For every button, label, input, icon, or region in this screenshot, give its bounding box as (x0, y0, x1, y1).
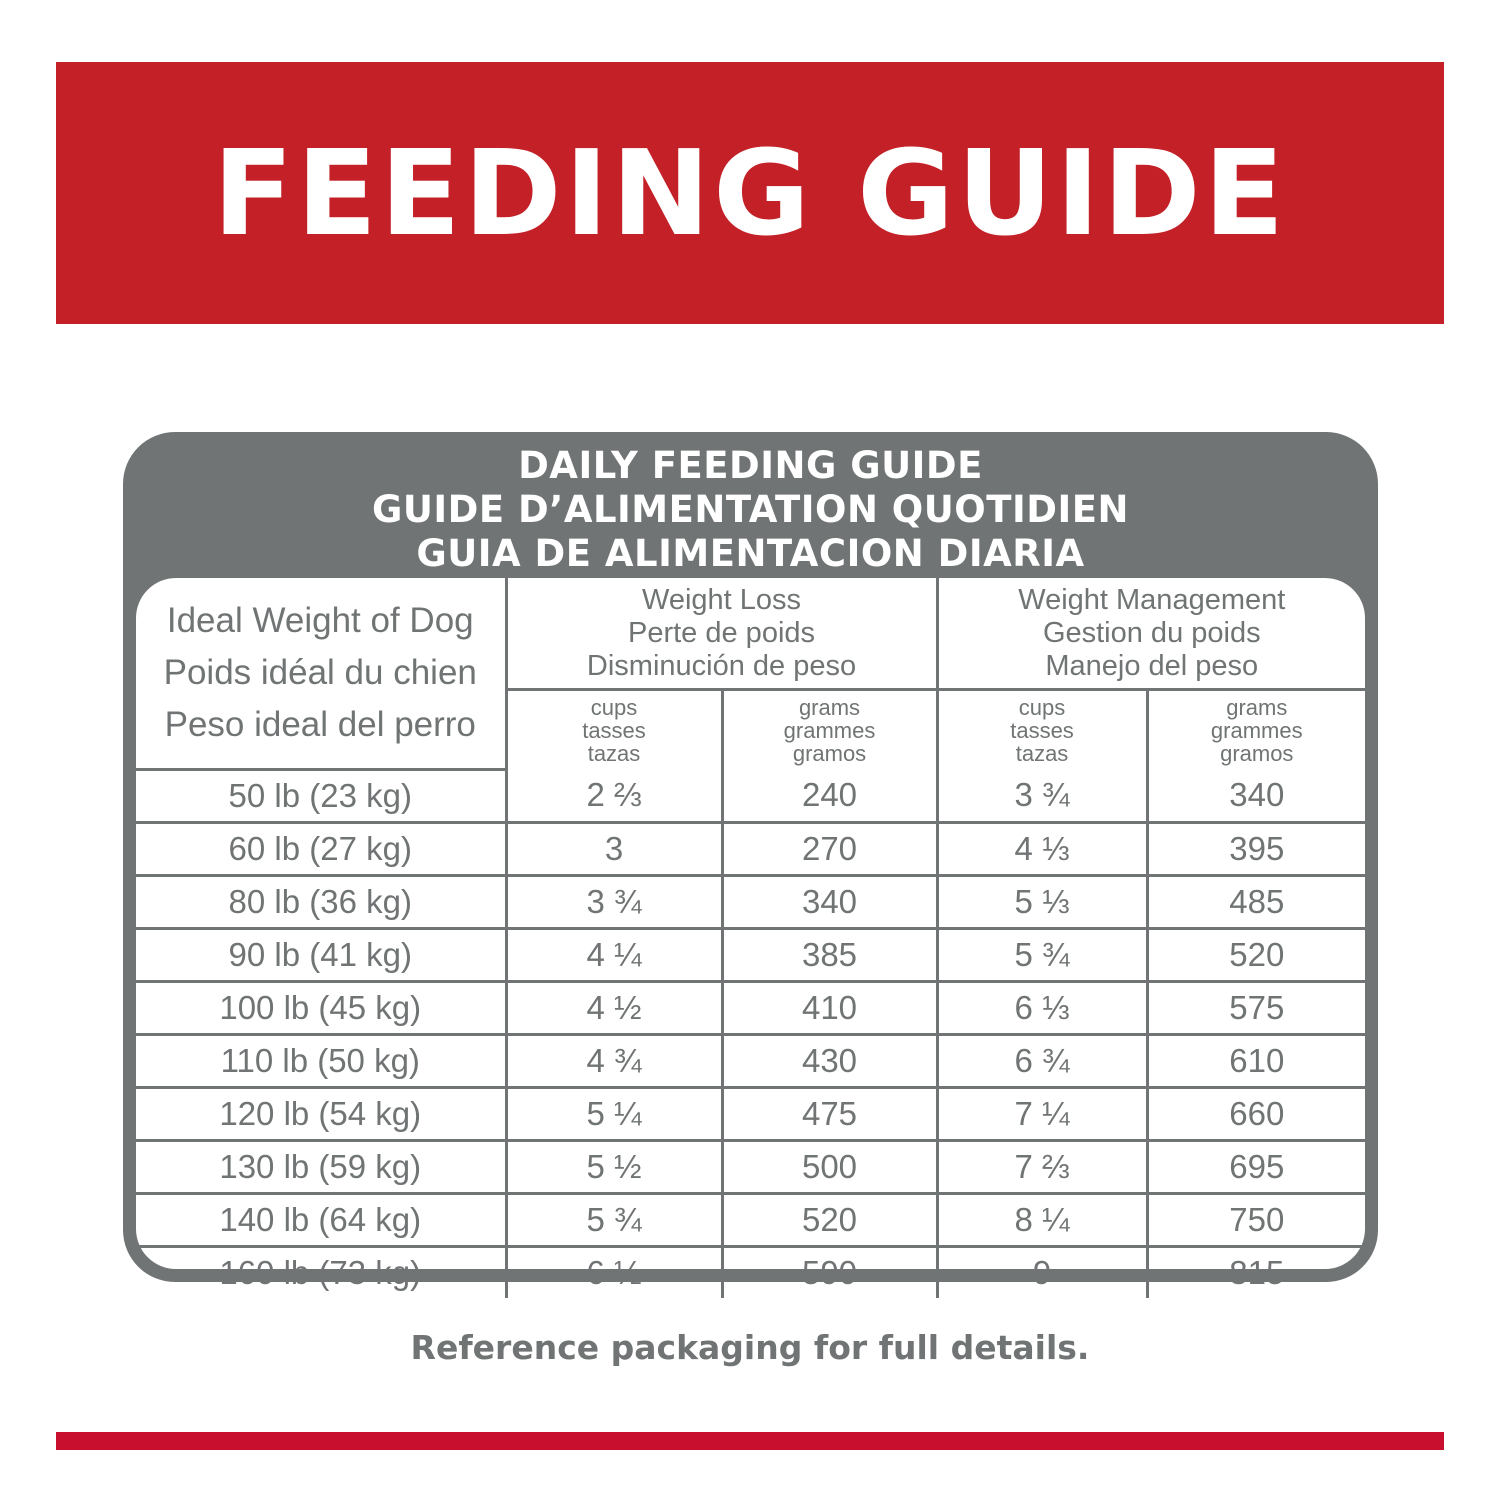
unit-label: gramos (792, 740, 867, 766)
loss-cups-cell: 5 ½ (506, 1140, 722, 1193)
table-row (136, 769, 1365, 822)
weight-management-header (937, 578, 1365, 690)
weight-management-header-en: Weight Management (1018, 583, 1286, 616)
dog-weight-cell: 160 lb (73 kg) (136, 1246, 506, 1298)
unit-label: tasses (1010, 717, 1074, 743)
management-cups-cell: 5 ¾ (937, 928, 1147, 981)
feeding-table (136, 578, 1365, 1298)
table-row (136, 981, 1365, 1034)
table-row (136, 1193, 1365, 1246)
ideal-weight-header-es: Peso ideal del perro (164, 704, 476, 744)
unit-label: cups (590, 694, 638, 720)
unit-header-loss-cups (506, 690, 722, 770)
table-row (136, 1034, 1365, 1087)
management-grams-cell: 485 (1147, 875, 1365, 928)
weight-loss-header-es: Disminución de peso (586, 649, 857, 682)
table-row (136, 928, 1365, 981)
weight-loss-header-fr: Perte de poids (628, 616, 816, 649)
loss-grams-cell: 410 (722, 981, 937, 1034)
unit-label: tasses (582, 717, 646, 743)
dog-weight-cell: 110 lb (50 kg) (136, 1034, 506, 1087)
ideal-weight-header-en: Ideal Weight of Dog (166, 600, 474, 640)
management-cups-cell: 3 ¾ (937, 769, 1147, 822)
unit-label: gramos (1220, 740, 1294, 766)
loss-grams-cell: 270 (722, 822, 937, 875)
loss-cups-cell: 3 ¾ (506, 875, 722, 928)
ideal-weight-header (136, 578, 506, 769)
management-grams-cell: 815 (1147, 1246, 1365, 1298)
management-grams-cell: 660 (1147, 1087, 1365, 1140)
management-cups-cell: 7 ¼ (937, 1087, 1147, 1140)
panel-heading-french: GUIDE D’ALIMENTATION QUOTIDIEN (372, 488, 1129, 531)
loss-grams-cell: 500 (722, 1140, 937, 1193)
management-grams-cell: 610 (1147, 1034, 1365, 1087)
loss-grams-cell: 240 (722, 769, 937, 822)
dog-weight-cell: 130 lb (59 kg) (136, 1140, 506, 1193)
footer-accent-bar (56, 1432, 1444, 1450)
table-row (136, 1140, 1365, 1193)
loss-cups-cell: 6 ½ (506, 1246, 722, 1298)
management-cups-cell: 6 ¾ (937, 1034, 1147, 1087)
feeding-table-container (136, 578, 1365, 1291)
unit-label: grams (798, 694, 861, 720)
unit-header-management-cups (937, 690, 1147, 770)
banner-title: FEEDING GUIDE (212, 124, 1288, 262)
management-grams-cell: 395 (1147, 822, 1365, 875)
weight-loss-header (506, 578, 937, 690)
weight-management-header-fr: Gestion du poids (1042, 616, 1261, 649)
feeding-guide-banner (56, 62, 1444, 324)
panel-heading-english: DAILY FEEDING GUIDE (518, 444, 983, 487)
management-grams-cell: 575 (1147, 981, 1365, 1034)
weight-management-header-es: Manejo del peso (1045, 649, 1259, 682)
loss-grams-cell: 385 (722, 928, 937, 981)
unit-label: grammes (1210, 717, 1303, 743)
unit-header-management-grams (1147, 690, 1365, 770)
table-row (136, 1087, 1365, 1140)
loss-grams-cell: 430 (722, 1034, 937, 1087)
loss-grams-cell: 590 (722, 1246, 937, 1298)
reference-note: Reference packaging for full details. (410, 1328, 1090, 1367)
weight-loss-header-en: Weight Loss (641, 583, 802, 616)
loss-cups-cell: 5 ¼ (506, 1087, 722, 1140)
management-grams-cell: 750 (1147, 1193, 1365, 1246)
management-cups-cell: 5 ⅓ (937, 875, 1147, 928)
loss-grams-cell: 475 (722, 1087, 937, 1140)
dog-weight-cell: 120 lb (54 kg) (136, 1087, 506, 1140)
daily-feeding-guide-panel (123, 432, 1378, 1291)
loss-cups-cell: 4 ¾ (506, 1034, 722, 1087)
panel-heading (123, 444, 1378, 576)
management-cups-cell: 4 ⅓ (937, 822, 1147, 875)
dog-weight-cell: 140 lb (64 kg) (136, 1193, 506, 1246)
management-cups-cell: 6 ⅓ (937, 981, 1147, 1034)
management-cups-cell: 9 (937, 1246, 1147, 1298)
loss-cups-cell: 4 ¼ (506, 928, 722, 981)
loss-cups-cell: 5 ¾ (506, 1193, 722, 1246)
loss-grams-cell: 340 (722, 875, 937, 928)
unit-label: tazas (587, 740, 641, 766)
management-grams-cell: 520 (1147, 928, 1365, 981)
loss-cups-cell: 4 ½ (506, 981, 722, 1034)
loss-grams-cell: 520 (722, 1193, 937, 1246)
ideal-weight-header-fr: Poids idéal du chien (163, 652, 477, 692)
dog-weight-cell: 100 lb (45 kg) (136, 981, 506, 1034)
loss-cups-cell: 3 (506, 822, 722, 875)
unit-header-loss-grams (722, 690, 937, 770)
loss-cups-cell: 2 ⅔ (506, 769, 722, 822)
management-cups-cell: 7 ⅔ (937, 1140, 1147, 1193)
panel-heading-spanish: GUIA DE ALIMENTACION DIARIA (416, 532, 1085, 575)
unit-label: cups (1018, 694, 1066, 720)
management-cups-cell: 8 ¼ (937, 1193, 1147, 1246)
unit-label: grammes (783, 717, 876, 743)
table-row (136, 875, 1365, 928)
dog-weight-cell: 60 lb (27 kg) (136, 822, 506, 875)
dog-weight-cell: 80 lb (36 kg) (136, 875, 506, 928)
dog-weight-cell: 90 lb (41 kg) (136, 928, 506, 981)
dog-weight-cell: 50 lb (23 kg) (136, 769, 506, 822)
table-row (136, 1246, 1365, 1298)
unit-label: grams (1226, 694, 1288, 720)
management-grams-cell: 695 (1147, 1140, 1365, 1193)
table-row (136, 822, 1365, 875)
unit-label: tazas (1015, 740, 1069, 766)
management-grams-cell: 340 (1147, 769, 1365, 822)
